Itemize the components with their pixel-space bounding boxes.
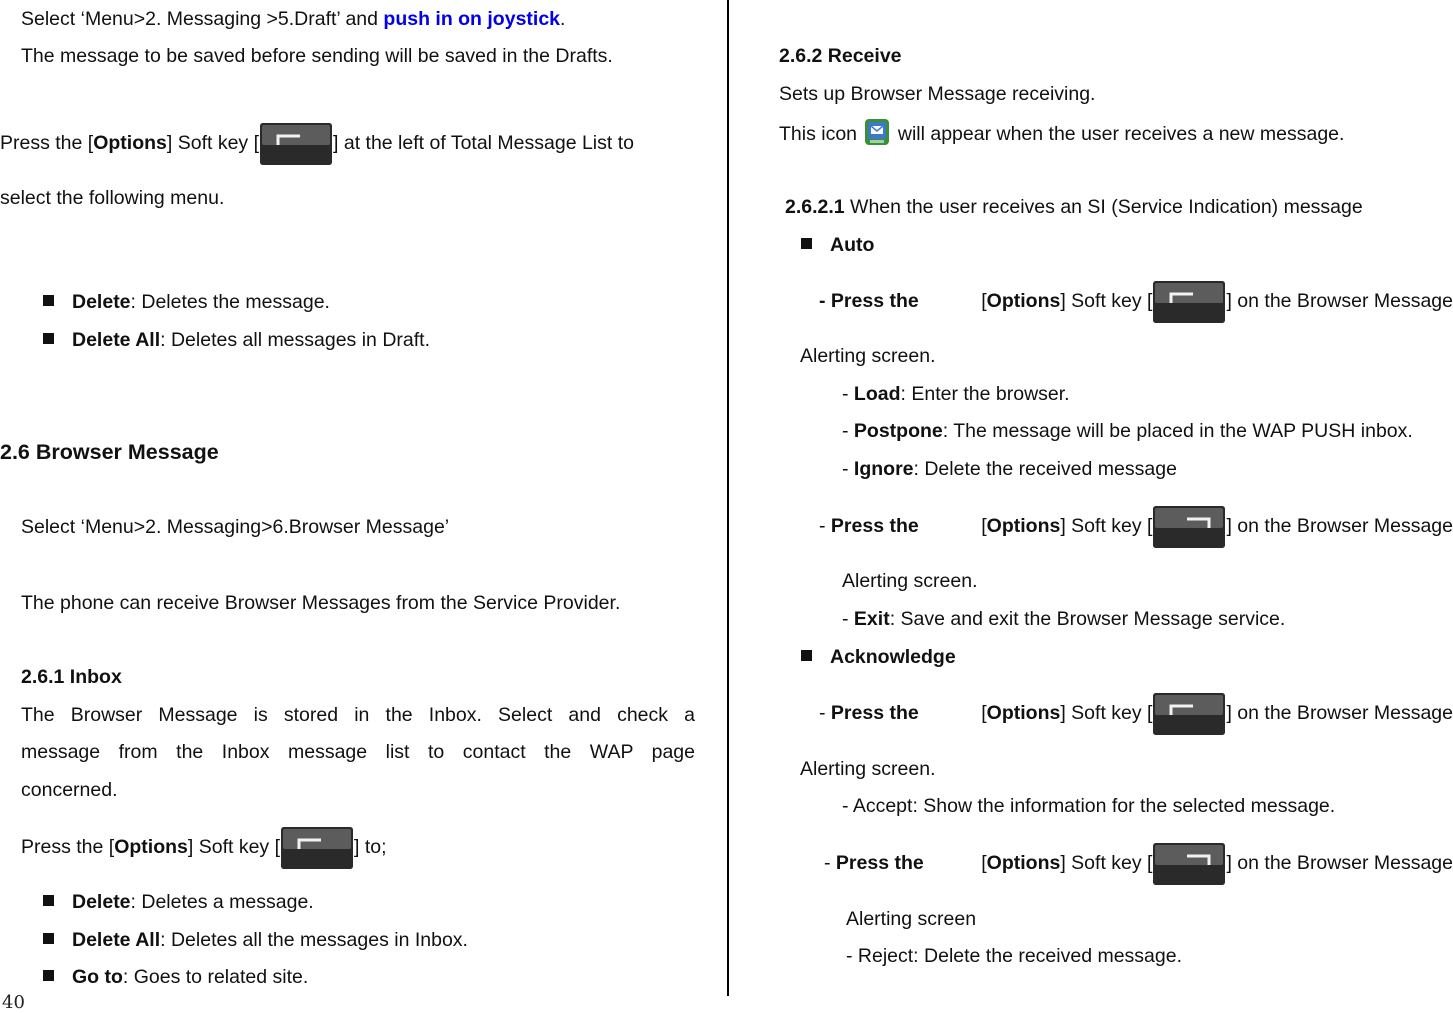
square-bullet-icon [43, 895, 54, 906]
browser-description: The phone can receive Browser Messages from the Service Provider. [21, 592, 621, 614]
square-bullet-icon [43, 970, 54, 981]
inbox-paragraph-line-3: concerned. [21, 779, 118, 801]
square-bullet-icon [801, 650, 812, 661]
alerting-screen-label: Alerting screen. [800, 758, 936, 780]
left-softkey-icon [1153, 693, 1225, 735]
draft-instruction: Select ‘Menu>2. Messaging >5.Draft’ and push in on joystick. [21, 8, 566, 30]
inbox-options-instruction: Press the [Options] Soft key [ ] to; [21, 826, 387, 869]
square-bullet-icon [43, 295, 54, 306]
new-message-icon-note: This icon will appear when the user receives a new message. [779, 116, 1344, 152]
square-bullet-icon [801, 238, 812, 249]
options-instruction-cont: select the following menu. [0, 187, 225, 209]
inbox-paragraph-line-1: The Browser Message is stored in the Inbox. Select and check a [21, 704, 695, 726]
column-divider [727, 0, 729, 996]
alerting-screen-label: Alerting screen. [800, 345, 936, 367]
alerting-screen-label: Alerting screen [846, 908, 977, 930]
browser-select-instruction: Select ‘Menu>2. Messaging>6.Browser Message’ [21, 516, 450, 538]
bullet-acknowledge: Acknowledge [801, 648, 956, 668]
browser-message-icon [864, 118, 890, 146]
section-heading-2-6-2: 2.6.2 Receive [779, 45, 902, 67]
alerting-screen-label: Alerting screen. [842, 570, 978, 592]
square-bullet-icon [43, 933, 54, 944]
section-heading-2-6-1: 2.6.1 Inbox [21, 666, 122, 688]
option-postpone: - Postpone: The message will be placed in the WAP PUSH inbox. [842, 420, 1413, 442]
bullet-delete: Delete: Deletes the message. [43, 293, 330, 313]
ack-options-instruction: - Press the [Options] Soft key [ ] on the Browser Message [819, 692, 1453, 735]
option-ignore: - Ignore: Delete the received message [842, 458, 1177, 480]
option-load: - Load: Enter the browser. [842, 383, 1070, 405]
bullet-inbox-delete: Delete: Deletes a message. [43, 893, 314, 913]
left-softkey-icon [1153, 281, 1225, 323]
section-heading-2-6: 2.6 Browser Message [0, 440, 219, 464]
left-softkey-icon [260, 123, 332, 165]
drafts-note: The message to be saved before sending will be saved in the Drafts. [21, 45, 613, 67]
auto-right-key-instruction: - Press the [Options] Soft key [ ] on the Browser Message [819, 505, 1453, 548]
receive-description: Sets up Browser Message receiving. [779, 83, 1096, 105]
page-number: 40 [2, 992, 25, 1013]
bullet-inbox-go-to: Go to: Goes to related site. [43, 968, 308, 988]
auto-options-instruction: - Press the [Options] Soft key [ ] on the Browser Message [819, 280, 1453, 323]
bullet-auto: Auto [801, 236, 874, 256]
option-exit: - Exit: Save and exit the Browser Message service. [842, 608, 1286, 630]
left-softkey-icon [281, 827, 353, 869]
si-message-heading: 2.6.2.1 When the user receives an SI (Service Indication) message [785, 196, 1363, 218]
joystick-highlight: push in on joystick [383, 8, 561, 30]
options-instruction: Press the [Options] Soft key [ ] at the left of Total Message List to [0, 122, 634, 165]
square-bullet-icon [43, 333, 54, 344]
ack-right-key-instruction: - Press the [Options] Soft key [ ] on the Browser Message [824, 842, 1453, 885]
option-accept: - Accept: Show the information for the selected message. [842, 795, 1336, 817]
bullet-inbox-delete-all: Delete All: Deletes all the messages in Inbox. [43, 931, 468, 951]
bullet-delete-all: Delete All: Deletes all messages in Draft. [43, 331, 430, 351]
option-reject: - Reject: Delete the received message. [846, 945, 1182, 967]
inbox-paragraph-line-2: message from the Inbox message list to contact the WAP page [21, 741, 695, 763]
right-softkey-icon [1153, 843, 1225, 885]
right-softkey-icon [1153, 506, 1225, 548]
